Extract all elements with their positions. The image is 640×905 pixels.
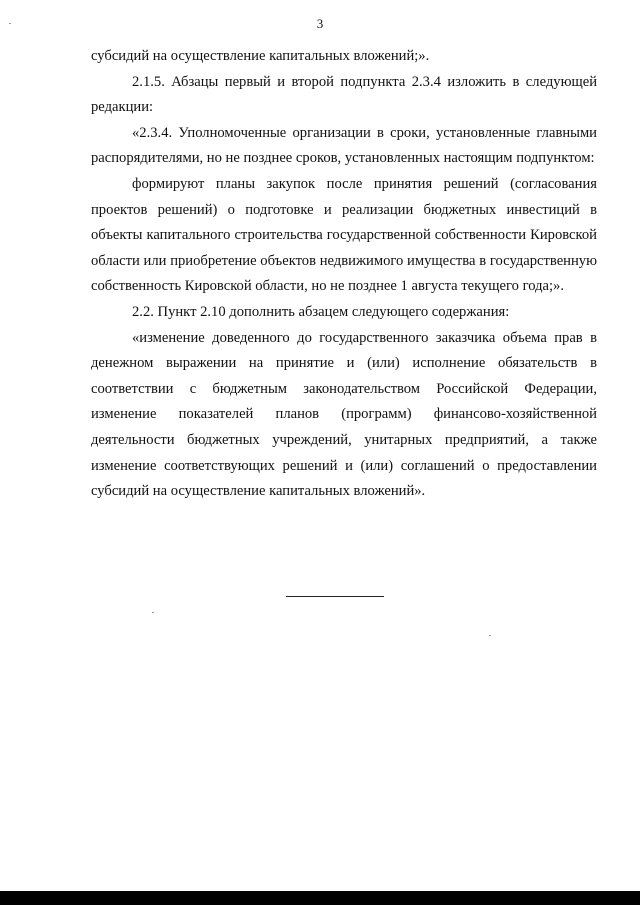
- page-number: 3: [316, 16, 324, 31]
- paragraph-2-3-4: «2.3.4. Уполномоченные организации в сроки, установленные главными распорядителями, но не позднее сроков, установленных настоящим подпунктом:: [91, 124, 597, 167]
- paragraph-amendment: «изменение доведенного до государственного заказчика объема прав в денежном выражении на принятие и (или) исполнение обязательств в соответствии с бюджетным законодательством Российской Федерации, изменение показателей планов (программ) финансово-хозяйственной деятельности бюджетных учреждений, унитарных предприятий, а также изменение соответствующих решений и (или) соглашений о предоставлении субсидий на осуществление капитальных вложений».: [91, 329, 597, 500]
- scan-speck: [9, 23, 11, 24]
- paragraph-2-1-5: 2.1.5. Абзацы первый и второй подпункта 2.3.4 изложить в следующей редакции:: [91, 73, 597, 116]
- scan-speck: [152, 612, 154, 613]
- document-body: [91, 44, 597, 505]
- paragraph-continuation: субсидий на осуществление капитальных вложений;».: [91, 48, 430, 64]
- scan-speck: [489, 635, 491, 636]
- paragraph-procurement-plans: формируют планы закупок после принятия решений (согласования проектов решений) о подготовке и реализации бюджетных инвестиций в объекты капитального строительства государственной собственности Кировской области или приобретение объектов недвижимого имущества в государственную собственность Кировской области, но не позднее 1 августа текущего года;».: [91, 175, 597, 295]
- paragraph-2-2: 2.2. Пункт 2.10 дополнить абзацем следующего содержания:: [132, 303, 510, 320]
- end-separator-line: [286, 596, 384, 597]
- scan-bottom-edge: [0, 891, 640, 905]
